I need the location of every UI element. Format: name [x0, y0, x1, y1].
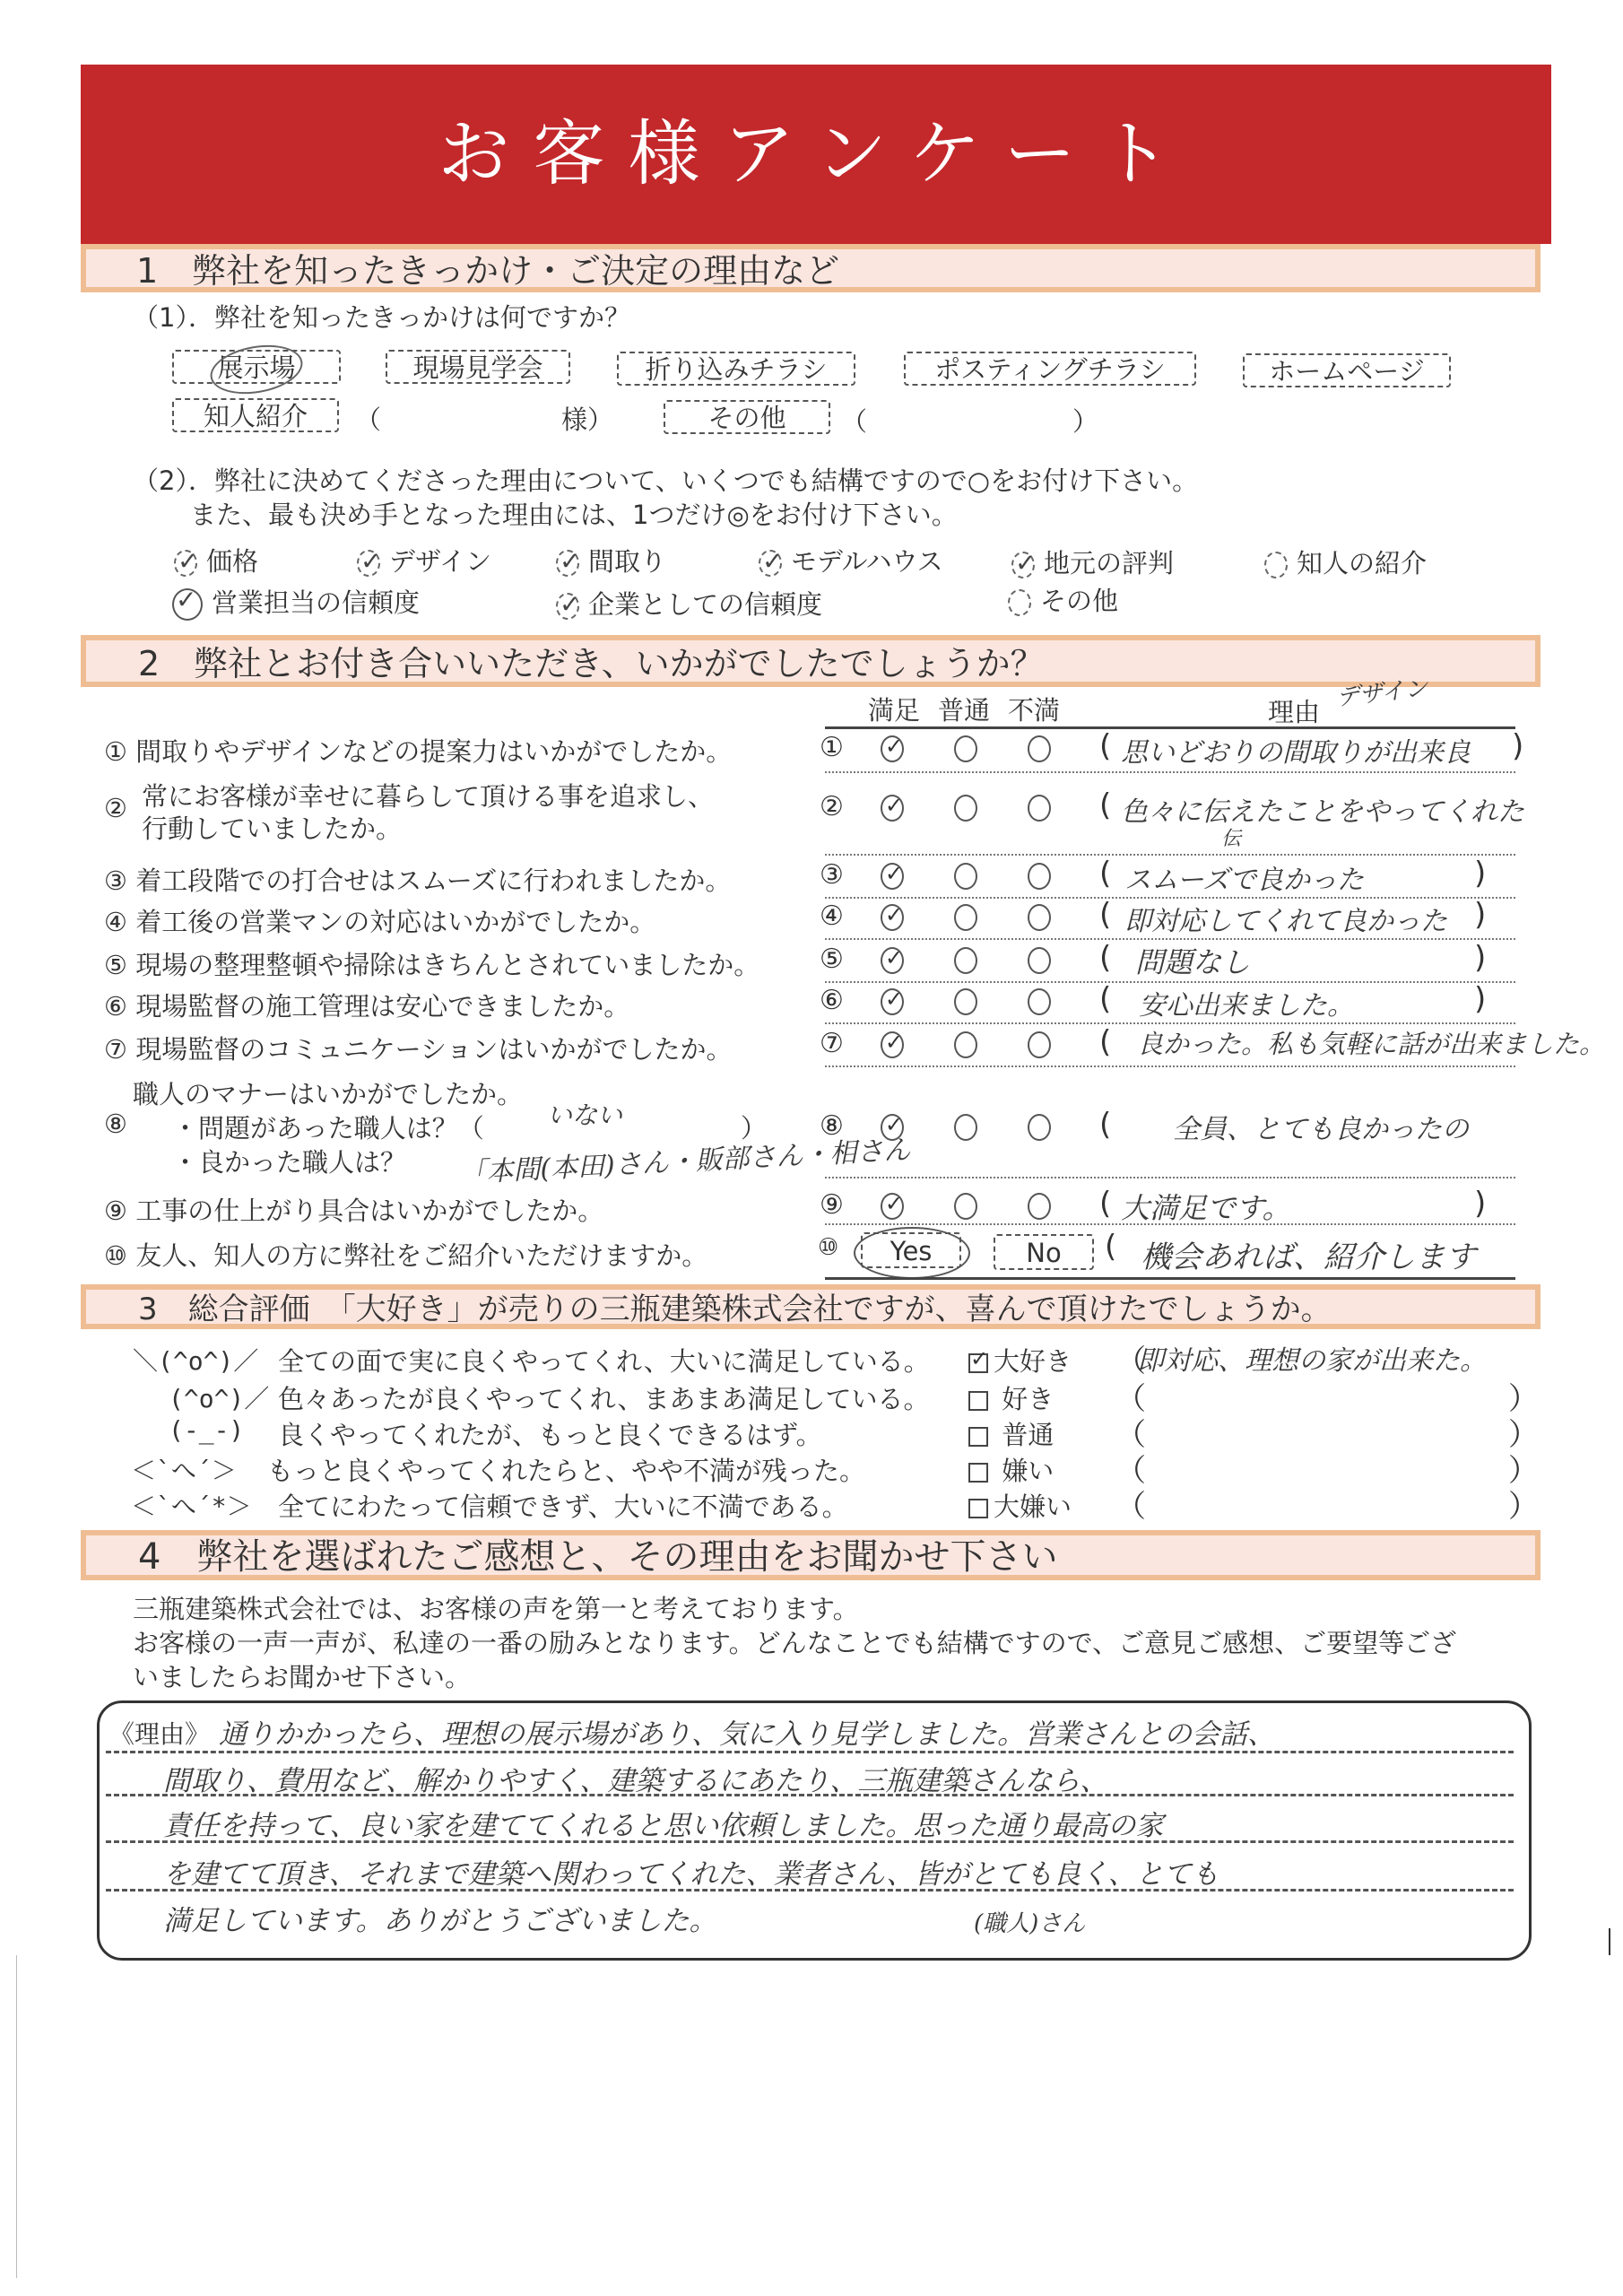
referral-paren-open: （ [355, 404, 382, 435]
rating-row-3-num: ③ [820, 859, 844, 891]
rating-row-8-reason: 全員、とても良かったの [1173, 1114, 1469, 1145]
section-4-header [81, 1530, 1541, 1580]
option-label: その他 [1040, 586, 1119, 616]
rating-row-9-num: ⑨ [820, 1189, 844, 1221]
section-4-heading: 4 弊社を選ばれたご感想と、その理由をお聞かせ下さい [138, 1536, 1058, 1578]
rating-row-10-num: ⑩ [818, 1234, 839, 1261]
q-row-6-text: ⑥ 現場監督の施工管理は安心できましたか。 [104, 991, 630, 1022]
referral-yes-option[interactable] [861, 1232, 961, 1268]
paren-close: ) [1474, 897, 1487, 933]
selected-circle-mark [206, 338, 306, 400]
row-divider [825, 854, 1515, 856]
checkbox-icon [968, 1391, 988, 1411]
paren-close: ) [1474, 1186, 1487, 1222]
other-paren-close: ） [1072, 406, 1099, 437]
option-label: 間取り [588, 546, 667, 577]
option-label: 地元の評判 [1044, 548, 1175, 578]
rating-row-1-satisfied[interactable] [881, 735, 904, 762]
section-4-intro-line2: お客様の一声一声が、私達の一番の励みとなります。どんなことでも結構ですので、ご意見ご感想、ご要望等ござ [133, 1628, 1457, 1658]
q1-option-site-tour[interactable] [386, 350, 570, 384]
rating-row-8-dissatisfied[interactable] [1028, 1114, 1051, 1141]
q2-option-local-reputation[interactable] [1011, 544, 1174, 580]
checked-circle-icon [759, 550, 782, 577]
q-row-8-num: ⑧ [104, 1109, 127, 1139]
scan-edge-line [16, 1955, 17, 2278]
rating-row-9-reason: 大満足です。 [1121, 1191, 1291, 1225]
comment-line-2: 間取り、費用など、解かりやすく、建築するにあたり、三瓶建築さんなら、 [163, 1765, 1108, 1797]
q2-option-model-house[interactable] [759, 542, 943, 578]
comment-rule [106, 1840, 1514, 1843]
paren-open: ( [1099, 897, 1112, 933]
option-label: 大好き [994, 1346, 1072, 1377]
checked-circle-icon [174, 550, 197, 577]
eval-row-1-text: 全ての面で実に良くやってくれ、大いに満足している。 [278, 1346, 930, 1377]
comment-line-4: を建てて頂き、それまで建築へ関わってくれた、業者さん、皆がとても良く、とても [163, 1858, 1219, 1891]
checked-box-icon [968, 1353, 988, 1373]
option-label: モデルハウス [791, 546, 943, 577]
rating-row-2-num: ② [820, 791, 844, 822]
option-label: ホームページ [1269, 356, 1425, 387]
paren-open: （ [1115, 1453, 1146, 1489]
title-banner [81, 65, 1551, 244]
paren-close: ） [1508, 1381, 1539, 1417]
q2-option-acquaintance[interactable] [1264, 544, 1427, 580]
rating-row-6-dissatisfied[interactable] [1028, 988, 1051, 1015]
reason-label: 《理由》 [109, 1719, 211, 1749]
rating-row-3-dissatisfied[interactable] [1028, 863, 1051, 890]
comment-rule [106, 1751, 1514, 1753]
selected-circle-mark [854, 1227, 970, 1279]
q-row-8-sub2: ・良かった職人は？ [172, 1147, 407, 1178]
eval-row-3-text: 良くやってくれたが、もっと良くできるはず。 [278, 1420, 822, 1450]
eval-option-normal[interactable] [968, 1415, 1054, 1452]
q1-option-insert-flyer[interactable] [617, 352, 855, 386]
section-3-heading: 3 総合評価 「大好き」が売りの三瓶建築株式会社ですが、喜んで頂けたでしょうか。 [138, 1292, 1332, 1327]
eval-row-4-text: もっと良くやってくれたらと、やや不満が残った。 [267, 1456, 866, 1486]
q1-label: （1）．弊社を知ったきっかけは何ですか？ [133, 302, 630, 333]
eval-option-like[interactable] [968, 1379, 1054, 1416]
eval-option-hate[interactable] [968, 1487, 1072, 1524]
other-paren-open: （ [841, 406, 868, 437]
q2-option-other[interactable] [1008, 581, 1118, 618]
paren-open: （ [1115, 1381, 1146, 1417]
option-label: 知人紹介 [203, 401, 308, 431]
q2-option-price[interactable] [174, 542, 258, 578]
option-label: 現場見学会 [412, 352, 543, 383]
rating-row-3-reason: スムーズで良かった [1124, 865, 1364, 896]
referral-no-option[interactable] [994, 1234, 1094, 1270]
rating-row-5-satisfied[interactable] [881, 947, 904, 974]
eval-option-love[interactable] [968, 1342, 1072, 1378]
row-divider [825, 771, 1515, 773]
q2-label-line2: また、最も決め手となった理由には、1つだけ◎をお付け下さい。 [190, 500, 958, 530]
section-4-intro-line1: 三瓶建築株式会社では、お客様の声を第一と考えております。 [133, 1594, 859, 1624]
q-row-9-text: ⑨ 工事の仕上がり具合はいかがでしたか。 [104, 1196, 604, 1226]
q1-option-homepage[interactable] [1243, 353, 1451, 387]
rating-row-5-num: ⑤ [820, 944, 844, 975]
double-circle-check-icon [172, 588, 203, 621]
comment-line-5: 満足しています。ありがとうございました。 [163, 1905, 717, 1937]
paren-open: ( [1099, 1024, 1112, 1060]
q-row-8-sub1-close: ） [741, 1113, 768, 1144]
paren-open: ( [1099, 1186, 1112, 1222]
q-row-1-text: ① 間取りやデザインなどの提案力はいかがでしたか。 [104, 736, 733, 767]
rating-row-3-satisfied[interactable] [881, 863, 904, 890]
paren-open: ( [1099, 1107, 1112, 1143]
option-label: 大嫌い [994, 1492, 1072, 1522]
option-label: その他 [707, 403, 786, 433]
q2-label-line1: （2）．弊社に決めてくださった理由について、いくつでも結構ですので○をお付け下さい。 [133, 465, 1199, 496]
paren-close: ) [1474, 981, 1487, 1017]
comment-signature: (職人)さん [974, 1910, 1086, 1937]
q-row-2-text-line2: 行動していましたか。 [142, 813, 403, 844]
rating-row-8-normal[interactable] [954, 1114, 977, 1141]
paren-open: （ [1115, 1417, 1146, 1453]
rating-row-3-normal[interactable] [954, 863, 977, 890]
paren-close: ) [1512, 728, 1524, 764]
option-label: 展示場 [217, 352, 296, 383]
row-divider [825, 1065, 1515, 1067]
option-label: 営業担当の信頼度 [212, 587, 421, 618]
face-very-unhappy: ＜`へ´*＞ [131, 1492, 252, 1521]
checked-circle-icon [556, 550, 579, 577]
circle-icon [1264, 552, 1288, 578]
paren-close: ） [1508, 1417, 1539, 1453]
q-row-10-text: ⑩ 友人、知人の方に弊社をご紹介いただけますか。 [104, 1240, 708, 1271]
option-label: 企業としての信頼度 [588, 589, 823, 620]
rating-row-1-reason: 思いどおりの間取りが出来良 [1121, 737, 1471, 769]
rating-row-8-num: ⑧ [820, 1110, 844, 1142]
comment-rule [106, 1794, 1514, 1796]
checkbox-icon [968, 1427, 988, 1447]
row-divider [825, 1223, 1515, 1225]
checkbox-icon [968, 1463, 988, 1483]
rating-row-6-satisfied[interactable] [881, 988, 904, 1015]
col-header-dissatisfied: 不満 [1008, 695, 1061, 726]
paren-close: ) [1474, 940, 1487, 976]
table-top-rule [825, 726, 1515, 729]
eval-row-1-reason: 即対応、理想の家が出来た。 [1137, 1345, 1487, 1377]
table-bottom-rule [825, 1277, 1515, 1280]
rating-row-2-dissatisfied[interactable] [1028, 795, 1051, 822]
rating-row-7-num: ⑦ [820, 1028, 844, 1059]
face-happy: (^o^)／ [169, 1384, 270, 1413]
rating-row-7-satisfied[interactable] [881, 1031, 904, 1058]
row-divider [825, 1177, 1515, 1178]
section-1-header [81, 244, 1541, 292]
checkbox-icon [968, 1499, 988, 1518]
q2-option-sales-trust[interactable] [172, 583, 420, 621]
rating-row-4-normal[interactable] [954, 904, 977, 931]
rating-row-8-satisfied[interactable] [881, 1114, 904, 1141]
section-3-header [81, 1284, 1541, 1329]
no-label: No [1026, 1238, 1062, 1268]
comment-line-3: 責任を持って、良い家を建ててくれると思い依頼しました。思った通り最高の家 [163, 1810, 1164, 1842]
section-2-heading: 2 弊社とお付き合いいただき、いかがでしたでしょうか？ [138, 644, 1045, 683]
eval-row-5-text: 全てにわたって信頼できず、大いに不満である。 [278, 1492, 848, 1522]
paren-open: （ [1115, 1489, 1146, 1525]
q-row-2-num: ② [104, 793, 127, 823]
face-neutral: (-_-) [169, 1415, 245, 1445]
rating-row-5-normal[interactable] [954, 947, 977, 974]
rating-row-9-normal[interactable] [954, 1193, 977, 1220]
q-row-8-sub2-answer: 「本間(本田)さん・販部さん・相さん [458, 1134, 912, 1190]
rating-row-4-satisfied[interactable] [881, 904, 904, 931]
rating-row-1-normal[interactable] [954, 735, 977, 762]
option-label: 嫌い [1002, 1456, 1055, 1486]
q-row-8-text-line1: 職人のマナーはいかがでしたか。 [133, 1079, 524, 1109]
q-row-7-text: ⑦ 現場監督のコミュニケーションはいかがでしたか。 [104, 1034, 733, 1065]
col-header-reason: 理由 [1268, 697, 1321, 727]
q-row-2-text-line1: 常にお客様が幸せに暮らして頂ける事を追求し、 [142, 781, 715, 812]
q1-option-other[interactable] [664, 400, 830, 434]
rating-row-6-num: ⑥ [820, 985, 844, 1016]
rating-row-7-dissatisfied[interactable] [1028, 1031, 1051, 1058]
comment-rule [106, 1889, 1514, 1892]
comment-line-1: 通りかかったら、理想の展示場があり、気に入り見学しました。営業さんとの会話、 [219, 1718, 1275, 1751]
paren-open: ( [1099, 981, 1112, 1017]
rating-row-10-reason: 機会あれば、紹介します [1141, 1239, 1476, 1275]
eval-option-dislike[interactable] [968, 1451, 1054, 1488]
q2-option-design[interactable] [357, 542, 491, 578]
page-title: お客様アンケート [438, 112, 1194, 196]
checked-circle-icon [1011, 552, 1035, 578]
checked-circle-icon [556, 593, 579, 620]
paren-close: ) [1474, 856, 1487, 891]
q-row-8-sub1: ・問題があった職人は？（ [172, 1113, 484, 1144]
circle-icon [1008, 589, 1031, 616]
rating-row-9-satisfied[interactable] [881, 1193, 904, 1220]
rating-row-4-reason: 即対応してくれて良かった [1124, 906, 1447, 937]
q1-option-referral[interactable] [172, 398, 339, 432]
q-row-4-text: ④ 着工後の営業マンの対応はいかがでしたか。 [104, 907, 656, 937]
paren-open: ( [1105, 1229, 1117, 1265]
q2-option-floorplan[interactable] [556, 542, 666, 578]
section-1-heading: 1 弊社を知ったきっかけ・ご決定の理由など [136, 251, 840, 291]
paren-open: ( [1099, 940, 1112, 976]
eval-row-2-text: 色々あったが良くやってくれ、まあまあ満足している。 [278, 1384, 930, 1414]
option-label: 折り込みチラシ [645, 354, 828, 385]
paren-close: ） [1508, 1453, 1539, 1489]
option-label: デザイン [389, 546, 491, 577]
paren-open: ( [1099, 856, 1112, 891]
rating-row-6-normal[interactable] [954, 988, 977, 1015]
rating-row-1-dissatisfied[interactable] [1028, 735, 1051, 762]
q1-option-posting-flyer[interactable] [904, 352, 1196, 386]
rating-row-7-normal[interactable] [954, 1031, 977, 1058]
col-header-normal: 普通 [938, 695, 991, 726]
option-label: 知人の紹介 [1297, 548, 1428, 578]
option-label: 好き [1002, 1384, 1055, 1414]
rating-row-9-dissatisfied[interactable] [1028, 1193, 1051, 1220]
rating-row-2-satisfied[interactable] [881, 795, 904, 822]
q-row-8-sub1-answer: いない [547, 1100, 623, 1130]
handwritten-note-design: デザイン [1334, 674, 1429, 712]
section-2-header [81, 635, 1541, 687]
paren-open: ( [1099, 728, 1112, 764]
paren-open: ( [1099, 787, 1112, 823]
rating-row-5-dissatisfied[interactable] [1028, 947, 1051, 974]
q2-option-company-trust[interactable] [556, 585, 822, 622]
col-header-satisfied: 満足 [868, 695, 921, 726]
rating-row-4-num: ④ [820, 900, 844, 932]
referral-paren-close: 様） [561, 404, 614, 435]
option-label: ポスティングチラシ [934, 354, 1166, 385]
face-unhappy: ＜`へ´＞ [131, 1456, 237, 1485]
paren-close: ） [1508, 1489, 1539, 1525]
section-4-intro-line3: いましたらお聞かせ下さい。 [133, 1662, 472, 1692]
rating-row-4-dissatisfied[interactable] [1028, 904, 1051, 931]
q-row-5-text: ⑤ 現場の整理整頓や掃除はきちんとされていましたか。 [104, 950, 760, 980]
rating-row-2-normal[interactable] [954, 795, 977, 822]
q-row-3-text: ③ 着工段階での打合せはスムーズに行われましたか。 [104, 865, 732, 896]
option-label: 普通 [1002, 1420, 1055, 1450]
rating-row-6-reason: 安心出来ました。 [1139, 990, 1354, 1022]
scan-edge-line [1609, 1928, 1610, 1955]
face-very-happy: ＼(^o^)／ [133, 1346, 259, 1376]
yes-label: Yes [890, 1236, 933, 1266]
rating-row-2-note: 伝 [1221, 828, 1242, 850]
q1-option-showroom[interactable] [172, 350, 341, 384]
option-label: 価格 [206, 546, 259, 577]
rating-row-7-reason: 良かった。私も気軽に話が出来ました。 [1137, 1029, 1606, 1059]
checked-circle-icon [357, 550, 380, 577]
rating-row-1-num: ① [820, 732, 844, 763]
paren-open: （ [1115, 1344, 1146, 1379]
rating-row-2-reason: 色々に伝えたことをやってくれた [1121, 796, 1524, 828]
rating-row-5-reason: 問題なし [1135, 945, 1251, 979]
